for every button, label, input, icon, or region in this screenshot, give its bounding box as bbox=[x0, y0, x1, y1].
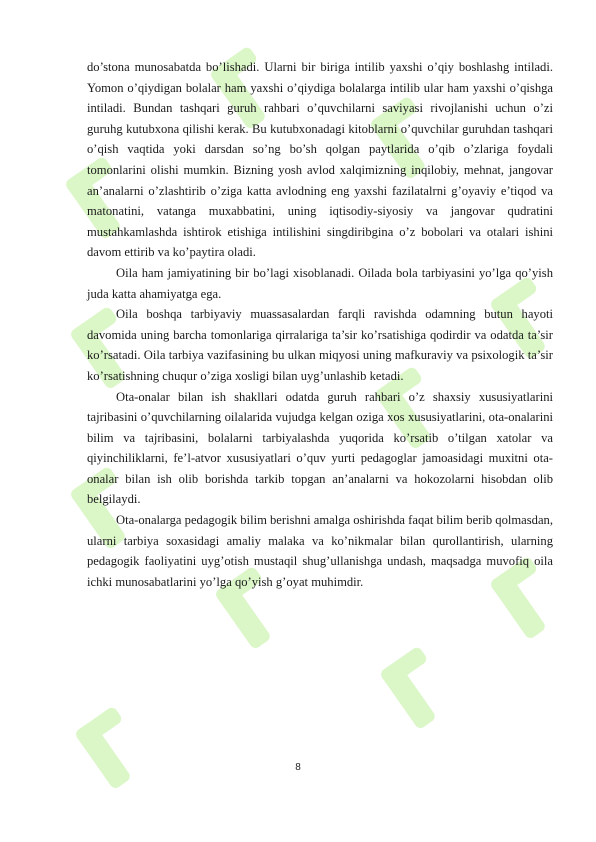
body-text bbox=[87, 57, 553, 592]
page-number: 8 bbox=[295, 762, 301, 773]
paragraph-3: Oila boshqa tarbiyaviy muassasalardan farqli ravishda odamning butun hayoti davomida uning barcha tomonlariga qirralariga ta’sir ko’rsatishiga qodirdir va odatda ta’sir ko’rsatadi. Oila tarbiya vazifasining bu ulkan miqyosi uning mafkuraviy va psixologik ta’sir ko’rsatishning chuqur o’ziga xosligi bilan uyg’unlashib ketadi. bbox=[87, 307, 553, 383]
watermark-glyph bbox=[74, 705, 153, 790]
watermark-glyph bbox=[379, 645, 458, 730]
paragraph-5: Ota-onalarga pedagogik bilim berishni amalga oshirishda faqat bilim berib qolmasdan, ularni tarbiya soxasidagi amaliy malaka va ko’nikmalar bilan qurollantirish, ularning pedagogik faoliyatini uyg’otish mustaqil shug’ullanishga undash, maqsadga muvofiq oila ichki munosabatlarini yo’lga qo’yish g’oyat muhimdir. bbox=[87, 513, 553, 589]
paragraph-2: Oila ham jamiyatining bir bo’lagi xisoblanadi. Oilada bola tarbiyasini yo’lga qo’yish juda katta ahamiyatga ega. bbox=[87, 265, 553, 301]
paragraph-4: Ota-onalar bilan ish shakllari odatda guruh rahbari o’z shaxsiy xususiyatlarini tajribasini o’quvchilarning oilalarida vujudga kelgan oziga xos xususiyatlarini, ota-onalarini bilim va tajribasini, bolalarni tarbiyalashda yuqorida ko’rsatib o’tilgan xatolar va qiyinchiliklarni, fe’l-atvor xususiyatlari o’quv yurti pedagoglar jamoasidagi muxitni ota-onalar bilan ish olib borishda tarkib topgan an’analarni va hokozolarni hisobdan olib belgilaydi. bbox=[87, 389, 553, 507]
paragraph-1: do’stona munosabatda bo’lishadi. Ularni bir biriga intilib yaxshi o’qiy boshlashg intiladi. Yomon o’qiydigan bolalar ham yaxshi o’qiydiga bolalarga intilib ular ham yaxshi o’qishga intiladi. Bundan tashqari guruh rahbari o’quvchilarni saviyasi rivojlanishi uchun o’zi guruhg kutubxona qilishi kerak. Bu kutubxonadagi kitoblarni o’quvchilar guruhdan tashqari o’qish vaqtida yoki darsdan so’ng bo’sh qolgan paytlarida o’qib o’zlariga foydali tomonlarini olishi mumkin. Bizning yosh avlod xalqimizning inqilobiy, mehnat, jangovar an’analarni o’zlashtirib o’ziga katta avlodning eng yaxshi fazilatalrni g’oyaviy e’tiqod va matonatini, vatanga muxabbatini, uning iqtisodiy-siyosiy va jangovar qudratini mustahkamlashda ishtirok etishiga intilishini singdiribgina o’z bobolari va otalari ishini davom ettirib va ko’paytira oladi. bbox=[87, 60, 553, 260]
